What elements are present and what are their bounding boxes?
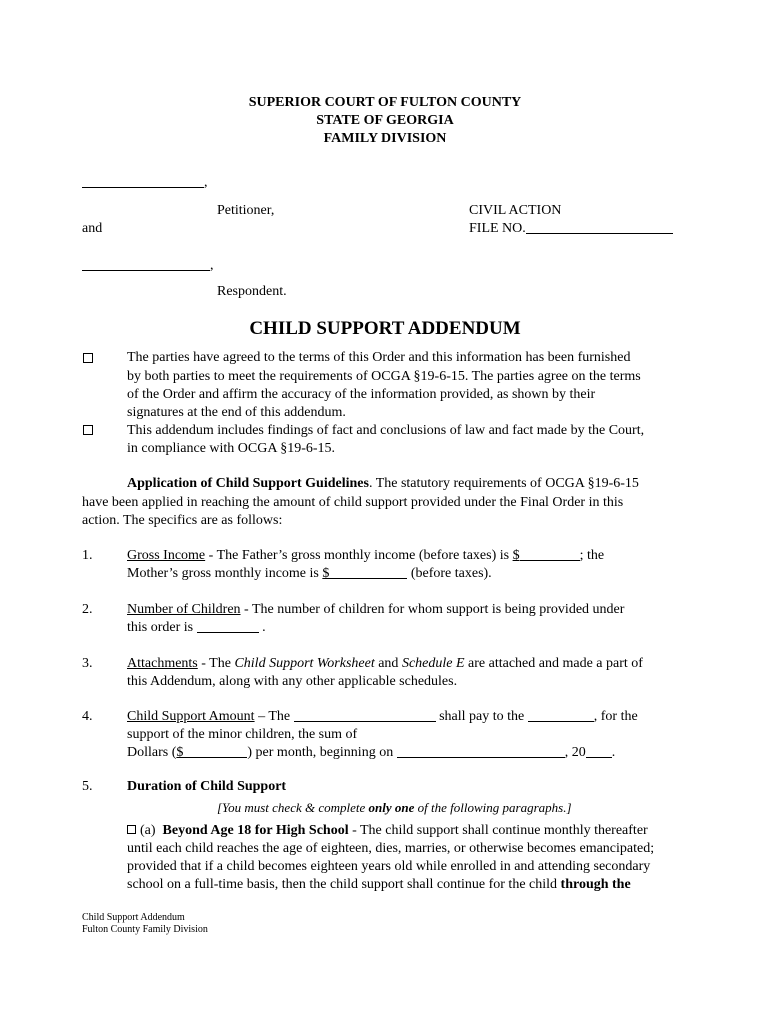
children-line-1: Number of Children - The number of children for whom support is being provided under (127, 602, 625, 617)
duration-instructions: [You must check & complete only one of the following paragraphs.] (217, 800, 572, 815)
file-no-field[interactable]: FILE NO. (469, 220, 673, 238)
agreed-text-line: of the Order and affirm the accuracy of the information provided, as shown by their (127, 387, 596, 402)
agreed-text-line: by both parties to meet the requirements of OCGA §19-6-15. The parties agree on the terms (127, 369, 641, 384)
and-label: and (82, 221, 103, 236)
option-a-line-2: until each child reaches the age of eighteen, dies, marries, or otherwise becomes emancipated; (127, 841, 655, 856)
division-name: FAMILY DIVISION (323, 131, 447, 146)
item-number: 4. (82, 709, 93, 724)
item-number: 5. (82, 779, 93, 794)
findings-checkbox[interactable] (83, 425, 93, 435)
start-date-field[interactable] (397, 744, 565, 758)
application-line-3: action. The specifics are as follows: (82, 513, 283, 528)
start-year-field[interactable] (586, 744, 612, 758)
item-number: 1. (82, 548, 93, 563)
option-a-line-3: provided that if a child becomes eighteen years old while enrolled in and attending secondary (127, 859, 651, 874)
findings-text-line: in compliance with OCGA §19-6-15. (127, 441, 336, 456)
respondent-label: Respondent. (217, 284, 287, 299)
attachments-line-2: this Addendum, along with any other applicable schedules. (127, 674, 458, 689)
father-income-field[interactable] (520, 547, 580, 561)
item-number: 3. (82, 656, 93, 671)
court-name: SUPERIOR COURT OF FULTON COUNTY (248, 95, 522, 110)
payee-field[interactable] (528, 708, 594, 722)
number-of-children-field[interactable] (197, 619, 259, 633)
findings-text-line: This addendum includes findings of fact and conclusions of law and fact made by the Court, (127, 423, 645, 438)
gross-income-line-2: Mother’s gross monthly income is $ (before taxes). (127, 566, 492, 581)
item-number: 2. (82, 602, 93, 617)
document-title: CHILD SUPPORT ADDENDUM (249, 318, 521, 339)
option-a-line-4: school on a full-time basis, then the child support shall continue for the child through the (127, 877, 631, 892)
agreed-text-line: signatures at the end of this addendum. (127, 405, 346, 420)
application-heading: Application of Child Support Guidelines (127, 476, 369, 491)
gross-income-line-1: Gross Income - The Father’s gross monthly income (before taxes) is $ ; the (127, 548, 605, 563)
amount-line-2: support of the minor children, the sum of (127, 727, 358, 742)
state-name: STATE OF GEORGIA (316, 113, 454, 128)
amount-line-1: Child Support Amount – The shall pay to the , for the (127, 709, 638, 724)
mother-income-field[interactable] (329, 565, 407, 579)
application-line-2: have been applied in reaching the amount of child support provided under the Final Order in this (82, 495, 624, 510)
agreed-checkbox[interactable] (83, 353, 93, 363)
footer-line-2: Fulton County Family Division (82, 924, 208, 935)
civil-action-label: CIVIL ACTION (469, 203, 562, 218)
application-line-1: Application of Child Support Guidelines. The statutory requirements of OCGA §19-6-15 (127, 476, 639, 491)
attachments-line-1: Attachments - The Child Support Worksheet and Schedule E are attached and made a part of (127, 656, 643, 671)
agreed-text-line: The parties have agreed to the terms of this Order and this information has been furnished (127, 350, 631, 365)
petitioner-label: Petitioner, (217, 203, 275, 218)
monthly-amount-field[interactable] (183, 744, 247, 758)
option-a-line-1: (a) Beyond Age 18 for High School - The child support shall continue monthly thereafter (127, 822, 648, 840)
payer-field[interactable] (294, 708, 436, 722)
amount-line-3: Dollars ($ ) per month, beginning on , 20 . (127, 745, 616, 760)
petitioner-name-line[interactable]: , (82, 174, 208, 192)
respondent-name-line[interactable]: , (82, 257, 214, 275)
children-line-2: this order is . (127, 620, 266, 635)
footer-line-1: Child Support Addendum (82, 912, 185, 923)
option-a-checkbox[interactable] (127, 825, 136, 834)
duration-heading: Duration of Child Support (127, 779, 287, 794)
